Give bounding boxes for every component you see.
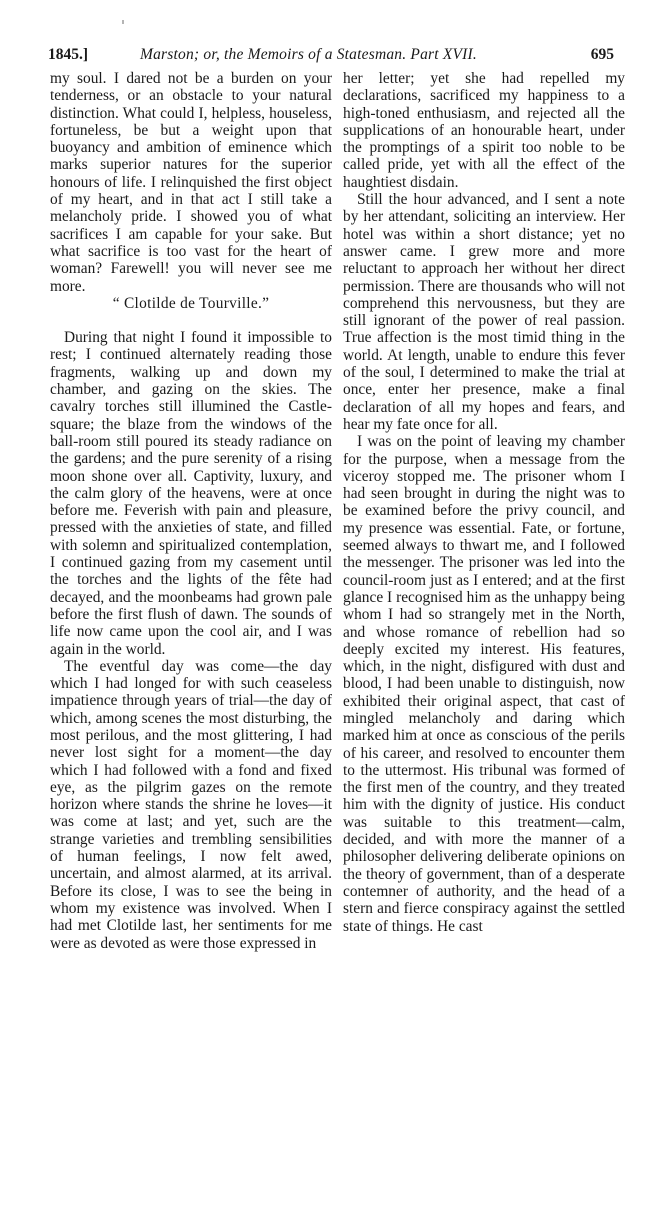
- interview-paragraph: Still the hour advanced, and I sent a note by her attendant, soliciting an interview. Her hotel was within a short distance; yet no answer came. I grew more and more reluctant to approach her without her direct permission. There are thousands who will not comprehend this nervousness, but they are still ignorant of the power of real passion. True affection is the most timid thing in the world. At length, unable to endure this fever of the soul, I determined to make the trial at once, enter her presence, make a final declaration of all my hopes and fears, and hear my fate once for all.: [343, 191, 625, 433]
- right-column: [343, 70, 625, 935]
- letter-signature: “ Clotilde de Tourville.”: [112, 294, 270, 312]
- letter-continuation-paragraph: her letter; yet she had repelled my declarations, sacrificed my happiness to a high-toned enthusiasm, and rejected all the supplications of an honourable heart, under the promptings of a spirit too noble to be called pride, yet with all the effect of the haughtiest disdain.: [343, 70, 625, 191]
- left-column: [50, 70, 332, 952]
- night-paragraph: During that night I found it impossible to rest; I continued alternately reading those fragments, walking up and down my chamber, and gazing on the skies. The cavalry torches still illumined the Castle-square; the blaze from the windows of the ball-room still poured its steady radiance on the gardens; and the pure serenity of a rising moon shone over all. Captivity, luxury, and the calm glory of the heavens, were at once before me. Feverish with pain and pleasure, pressed with the anxieties of state, and filled with solemn and spiritualized contemplation, I continued gazing from my casement until the torches and the lights of the fête had decayed, and the moonbeams had grown pale before the first flush of dawn. The sounds of life now came upon the cool air, and I was again in the world.: [50, 329, 332, 658]
- header-title: Marston; or, the Memoirs of a Statesman. Part XVII.: [140, 46, 477, 63]
- page-number: 695: [590, 46, 614, 63]
- running-header: [48, 46, 614, 68]
- eventful-day-paragraph: The eventful day was come—the day which I had longed for with such ceaseless impatience through years of trial—the day of which, among scenes the most disturbing, the most perilous, and the most glittering, I had never lost sight for a moment—the day which I had followed with a fond and fixed eye, as the pilgrim gazes on the remote horizon where stands the shrine he loves—it was come at last; and yet, such are the strange varieties and trembling sensibilities of human feelings, I now felt awed, uncertain, and almost alarmed, at its arrival. Before its close, I was to see the being in whom my existence was involved. When I had met Clotilde last, her sentiments for me were as devoted as were those expressed in: [50, 657, 332, 952]
- prisoner-paragraph: I was on the point of leaving my chamber for the purpose, when a message from the viceroy stopped me. The prisoner whom I had seen brought in during the night was to be examined before the privy council, and my presence was essential. Fate, or fortune, seemed always to thwart me, and I followed the messenger. The prisoner was led into the council-room just as I entered; and at the first glance I recognised him as the unhappy being whom I had so strangely met in the North, and whose romance of rebellion had so deeply excited my interest. His features, which, in the night, disfigured with dust and blood, I had been unable to distinguish, now exhibited their original aspect, that cast of mingled melancholy and daring which marked him at once as conscious of the perils of his career, and resolved to encounter them to the uttermost. His tribunal was formed of the first men of the country, and they treated him with the dignity of justice. His conduct was suitable to this treatment—calm, decided, and with more the manner of a philosopher delivering deliberate opinions on the theory of government, than of a desperate contemner of authority, and the head of a stern and fierce conspiracy against the settled state of things. He cast: [343, 433, 625, 935]
- letter-closing-paragraph: my soul. I dared not be a burden on your tenderness, or an obstacle to your natural distinction. What could I, helpless, houseless, fortuneless, be but a weight upon that buoyancy and ambition of eminence which marks superior natures for the superior honours of life. I relinquished the first object of my heart, and in that act I still take a melancholy pride. I showed you of what sacrifices I am capable for your sake. But what sacrifice is too vast for the heart of woman? Farewell! you will never see me more.: [50, 70, 332, 295]
- scan-mark: [122, 20, 124, 24]
- header-year: 1845.]: [48, 46, 89, 63]
